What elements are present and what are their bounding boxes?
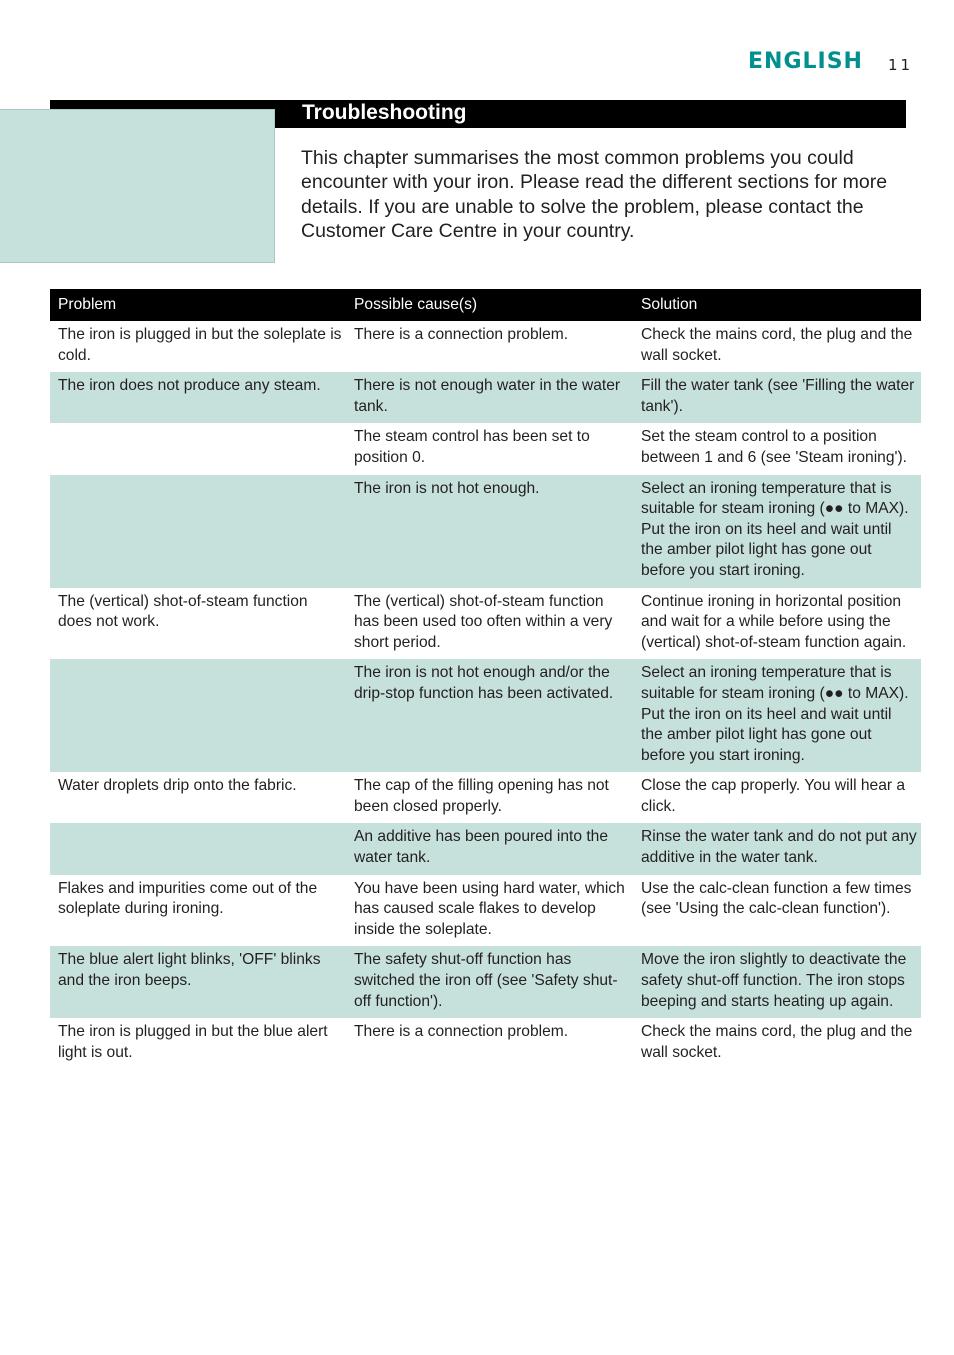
decorative-side-block: [0, 109, 275, 263]
table-row: [50, 659, 921, 772]
cell-solution: Fill the water tank (see 'Filling the water tank').: [633, 372, 921, 423]
cell-cause: There is not enough water in the water tank.: [346, 372, 633, 423]
cell-problem: The blue alert light blinks, 'OFF' blinks and the iron beeps.: [50, 946, 346, 1018]
cell-problem: Water droplets drip onto the fabric.: [58, 777, 297, 795]
table-row: [50, 823, 921, 874]
cell-cause: You have been using hard water, which has caused scale flakes to develop inside the soleplate.: [354, 879, 625, 938]
cell-cause: There is a connection problem.: [354, 1023, 569, 1041]
header-problem: Problem: [50, 289, 346, 321]
table-row: [50, 321, 921, 372]
cell-problem: [50, 659, 346, 772]
section-title: Troubleshooting: [302, 101, 467, 124]
cell-solution: Continue ironing in horizontal position and wait for a while before using the (vertical) shot-of-steam function again.: [641, 592, 907, 651]
cell-cause: The safety shut-off function has switched the iron off (see 'Safety shut-off function').: [346, 946, 633, 1018]
cell-cause: The iron is not hot enough and/or the drip-stop function has been activated.: [346, 659, 633, 772]
cell-cause: The (vertical) shot-of-steam function has been used too often within a very short period.: [354, 592, 613, 651]
cell-solution: Move the iron slightly to deactivate the safety shut-off function. The iron stops beeping and starts heating up again.: [633, 946, 921, 1018]
cell-cause: There is a connection problem.: [354, 326, 569, 343]
cell-solution: Set the steam control to a position between 1 and 6 (see 'Steam ironing').: [641, 428, 908, 466]
cell-problem: Flakes and impurities come out of the soleplate during ironing.: [58, 879, 318, 918]
table-row: [50, 946, 921, 1018]
cell-cause: The iron is not hot enough.: [346, 475, 633, 588]
table-header-row: [50, 289, 921, 321]
table-row: [50, 875, 921, 947]
cell-problem: [50, 475, 346, 588]
cell-solution: Select an ironing temperature that is suitable for steam ironing (●● to MAX). Put the iron on its heel and wait until the amber pilot light has gone out before you start ironing.: [633, 475, 921, 588]
intro-paragraph: This chapter summarises the most common problems you could encounter with your iron. Please read the different sections for more details. If you are unable to solve the problem, please contact the Customer Care Centre in your country.: [301, 147, 888, 242]
cell-solution: Use the calc-clean function a few times (see 'Using the calc-clean function').: [641, 879, 912, 918]
cell-solution: Close the cap properly. You will hear a click.: [641, 777, 906, 815]
header-solution: Solution: [633, 289, 921, 321]
header-cause: Possible cause(s): [346, 289, 633, 321]
cell-problem: The (vertical) shot-of-steam function does not work.: [58, 592, 308, 631]
cell-problem: The iron is plugged in but the blue alert light is out.: [58, 1023, 328, 1061]
cell-problem: The iron is plugged in but the soleplate is cold.: [58, 326, 342, 364]
table-row: [50, 372, 921, 423]
cell-problem: [50, 423, 346, 474]
cell-cause: An additive has been poured into the water tank.: [346, 823, 633, 874]
cell-solution: Check the mains cord, the plug and the wall socket.: [641, 1023, 913, 1061]
cell-solution: Check the mains cord, the plug and the wall socket.: [641, 326, 913, 364]
table-row: [50, 1018, 921, 1069]
troubleshooting-table: [50, 289, 921, 1069]
cell-cause: The cap of the filling opening has not been closed properly.: [354, 777, 609, 815]
language-label: ENGLISH: [748, 49, 863, 74]
table-row: [50, 772, 921, 823]
cell-solution: Select an ironing temperature that is suitable for steam ironing (●● to MAX). Put the iron on its heel and wait until the amber pilot light has gone out before you start ironing.: [633, 659, 921, 772]
cell-problem: The iron does not produce any steam.: [50, 372, 346, 423]
page-number: 11: [888, 56, 914, 74]
table-row: [50, 423, 921, 474]
cell-solution: Rinse the water tank and do not put any additive in the water tank.: [633, 823, 921, 874]
cell-cause: The steam control has been set to position 0.: [354, 428, 590, 466]
cell-problem: [50, 823, 346, 874]
table-row: [50, 475, 921, 588]
table-row: [50, 588, 921, 660]
